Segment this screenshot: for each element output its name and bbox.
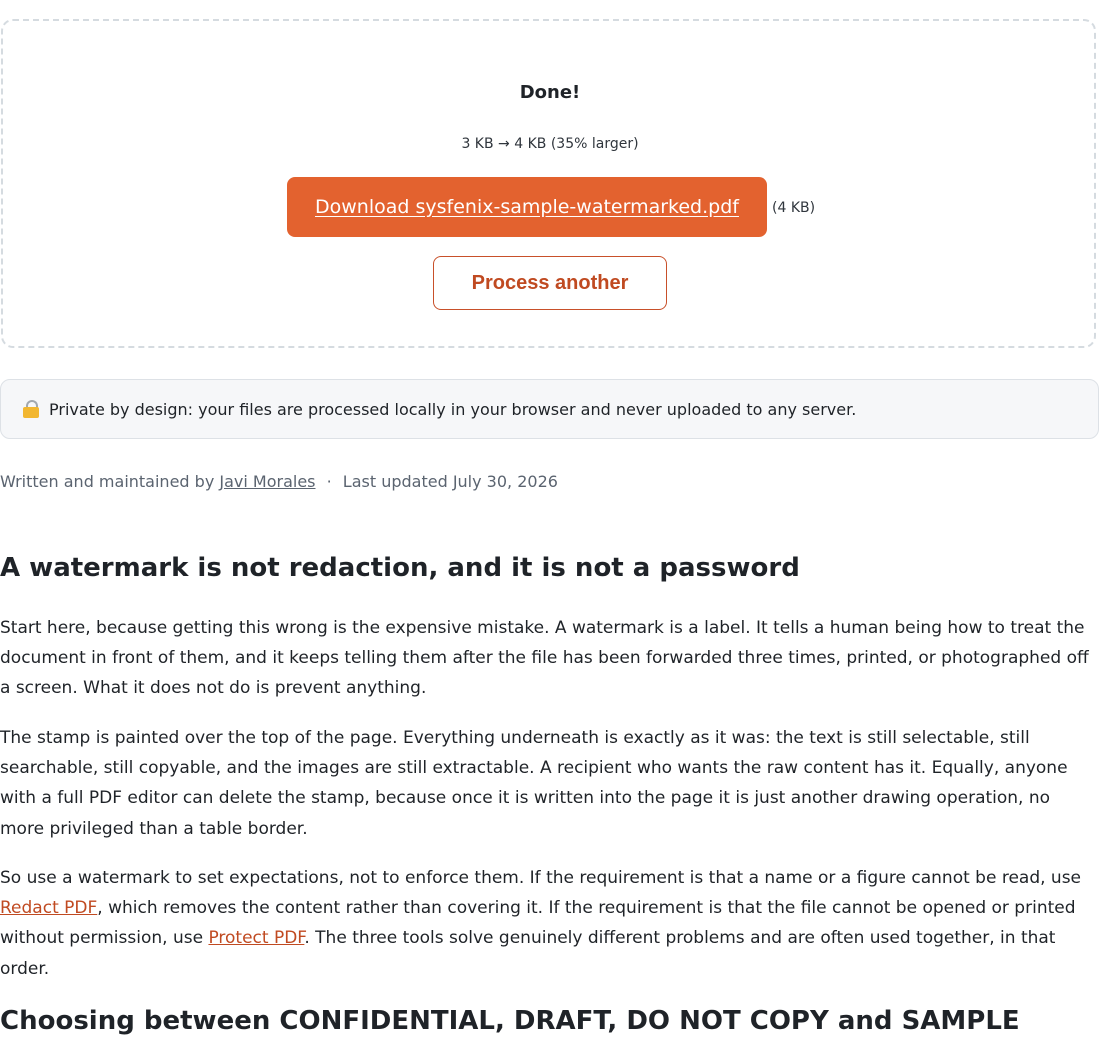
done-title: Done! bbox=[519, 82, 581, 103]
section-heading: Choosing between CONFIDENTIAL, DRAFT, DO NOT COPY and SAMPLE bbox=[0, 1006, 1020, 1036]
byline bbox=[0, 472, 558, 491]
section-heading: A watermark is not redaction, and it is not a password bbox=[0, 553, 800, 583]
privacy-banner bbox=[0, 379, 1099, 439]
last-updated: Last updated July 30, 2026 bbox=[342, 472, 558, 491]
download-button[interactable]: Download sysfenix-sample-watermarked.pdf bbox=[287, 177, 767, 237]
author-link[interactable]: Javi Morales bbox=[219, 472, 316, 491]
paragraph-text: . The three tools solve genuinely different problems and are often used together, in that order. bbox=[0, 928, 1056, 979]
lock-icon bbox=[23, 400, 39, 418]
download-size: (4 KB) bbox=[772, 200, 816, 216]
redact-pdf-link[interactable]: Redact PDF bbox=[0, 898, 98, 919]
protect-pdf-link[interactable]: Protect PDF bbox=[208, 928, 305, 949]
process-another-button[interactable]: Process another bbox=[433, 256, 667, 310]
size-summary: 3 KB → 4 KB (35% larger) bbox=[461, 136, 639, 152]
privacy-text: Private by design: your files are processed locally in your browser and never uploaded to any server. bbox=[49, 399, 857, 419]
paragraph: The stamp is painted over the top of the page. Everything underneath is exactly as it was: the text is still selectable, still searchable, still copyable, and the images are still extractable. A recipient who wants the raw content has it. Equally, anyone with a full PDF editor can delete the stamp, because once it is written into the page it is just another drawing operation, no more privileged than a table border. bbox=[0, 728, 1068, 839]
byline-separator: · bbox=[326, 472, 332, 491]
paragraph-text: , which removes the content rather than covering it. If the requirement is that the file cannot be opened or printed without permission, use bbox=[0, 898, 1076, 949]
paragraph-text: So use a watermark to set expectations, not to enforce them. If the requirement is that a name or a figure cannot be read, use bbox=[0, 868, 1082, 888]
byline-prefix: Written and maintained by bbox=[0, 472, 215, 491]
paragraph bbox=[0, 863, 1098, 984]
paragraph: Start here, because getting this wrong is the expensive mistake. A watermark is a label. It tells a human being how to treat the document in front of them, and it keeps telling them after the file has been forwarded three times, printed, or photographed off a screen. What it does not do is prevent anything. bbox=[0, 618, 1089, 699]
